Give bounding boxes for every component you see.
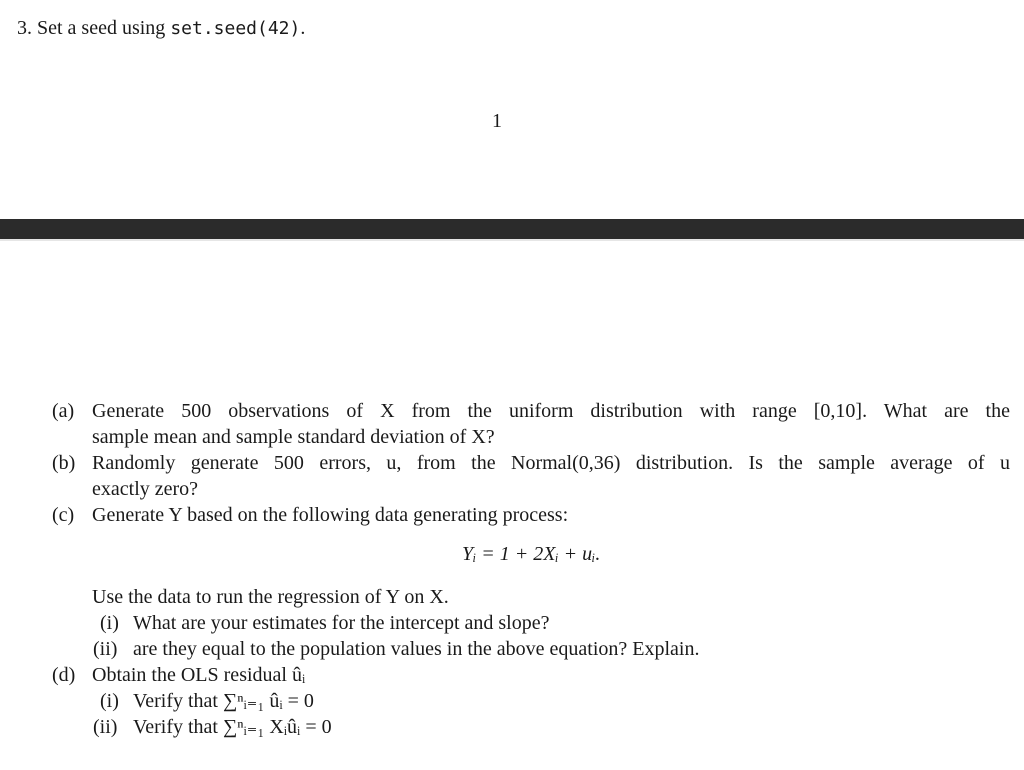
part-c-sub-i-label: (i)	[100, 612, 119, 634]
part-b-text-1: Randomly generate 500 errors, u, from the Normal(0,36) distribution. Is the sample average of u	[92, 452, 1010, 474]
part-c-text-3: Use the data to run the regression of Y on X.	[92, 586, 449, 608]
question-period: .	[300, 17, 306, 39]
question-number: 3.	[17, 17, 32, 39]
code-snippet: set.seed(42)	[170, 18, 301, 39]
part-d-sub-ii-label: (ii)	[93, 716, 118, 738]
part-b-text-2: exactly zero?	[92, 478, 199, 500]
page-break-divider	[0, 219, 1024, 239]
part-a-line-1	[0, 398, 1024, 424]
part-c-line-1	[0, 502, 1024, 528]
part-b-label: (b)	[52, 452, 76, 474]
part-d-sub-i-label: (i)	[100, 690, 119, 712]
part-a-line-2	[0, 424, 1024, 450]
part-a-text-1: Generate 500 observations of X from the uniform distribution with range [0,10]. What are the	[92, 400, 1010, 422]
question-text: Set a seed using	[37, 17, 166, 39]
part-c-line-3	[0, 584, 1024, 610]
page-break-shadow	[0, 239, 1024, 241]
part-d-sub-i	[0, 688, 1024, 714]
part-c-equation-row	[0, 528, 1024, 584]
part-c-text-1: Generate Y based on the following data generating process:	[92, 504, 569, 526]
part-c-sub-ii-text: are they equal to the population values in the above equation? Explain.	[133, 638, 700, 660]
part-d-sub-ii-text: Verify that ∑ⁿᵢ₌₁ Xᵢûᵢ = 0	[133, 716, 332, 738]
part-c-label: (c)	[52, 504, 75, 526]
part-d-sub-i-text: Verify that ∑ⁿᵢ₌₁ ûᵢ = 0	[133, 690, 314, 712]
part-d-label: (d)	[52, 664, 76, 686]
part-b-line-1	[0, 450, 1024, 476]
page-number: 1	[492, 110, 502, 132]
part-d-sub-ii	[0, 714, 1024, 740]
question-3-header	[17, 15, 305, 42]
data-generating-equation: Yᵢ = 1 + 2Xᵢ + uᵢ.	[462, 543, 601, 565]
part-a-text-2: sample mean and sample standard deviation of X?	[92, 426, 495, 448]
part-a-label: (a)	[52, 400, 75, 422]
part-b-line-2	[0, 476, 1024, 502]
part-c-sub-ii-label: (ii)	[93, 638, 118, 660]
part-c-sub-ii	[0, 636, 1024, 662]
part-d-line-1	[0, 662, 1024, 688]
question-parts	[0, 398, 1024, 740]
part-c-sub-i-text: What are your estimates for the intercept and slope?	[133, 612, 550, 634]
part-d-text-1: Obtain the OLS residual ûᵢ	[92, 664, 306, 686]
part-c-sub-i	[0, 610, 1024, 636]
